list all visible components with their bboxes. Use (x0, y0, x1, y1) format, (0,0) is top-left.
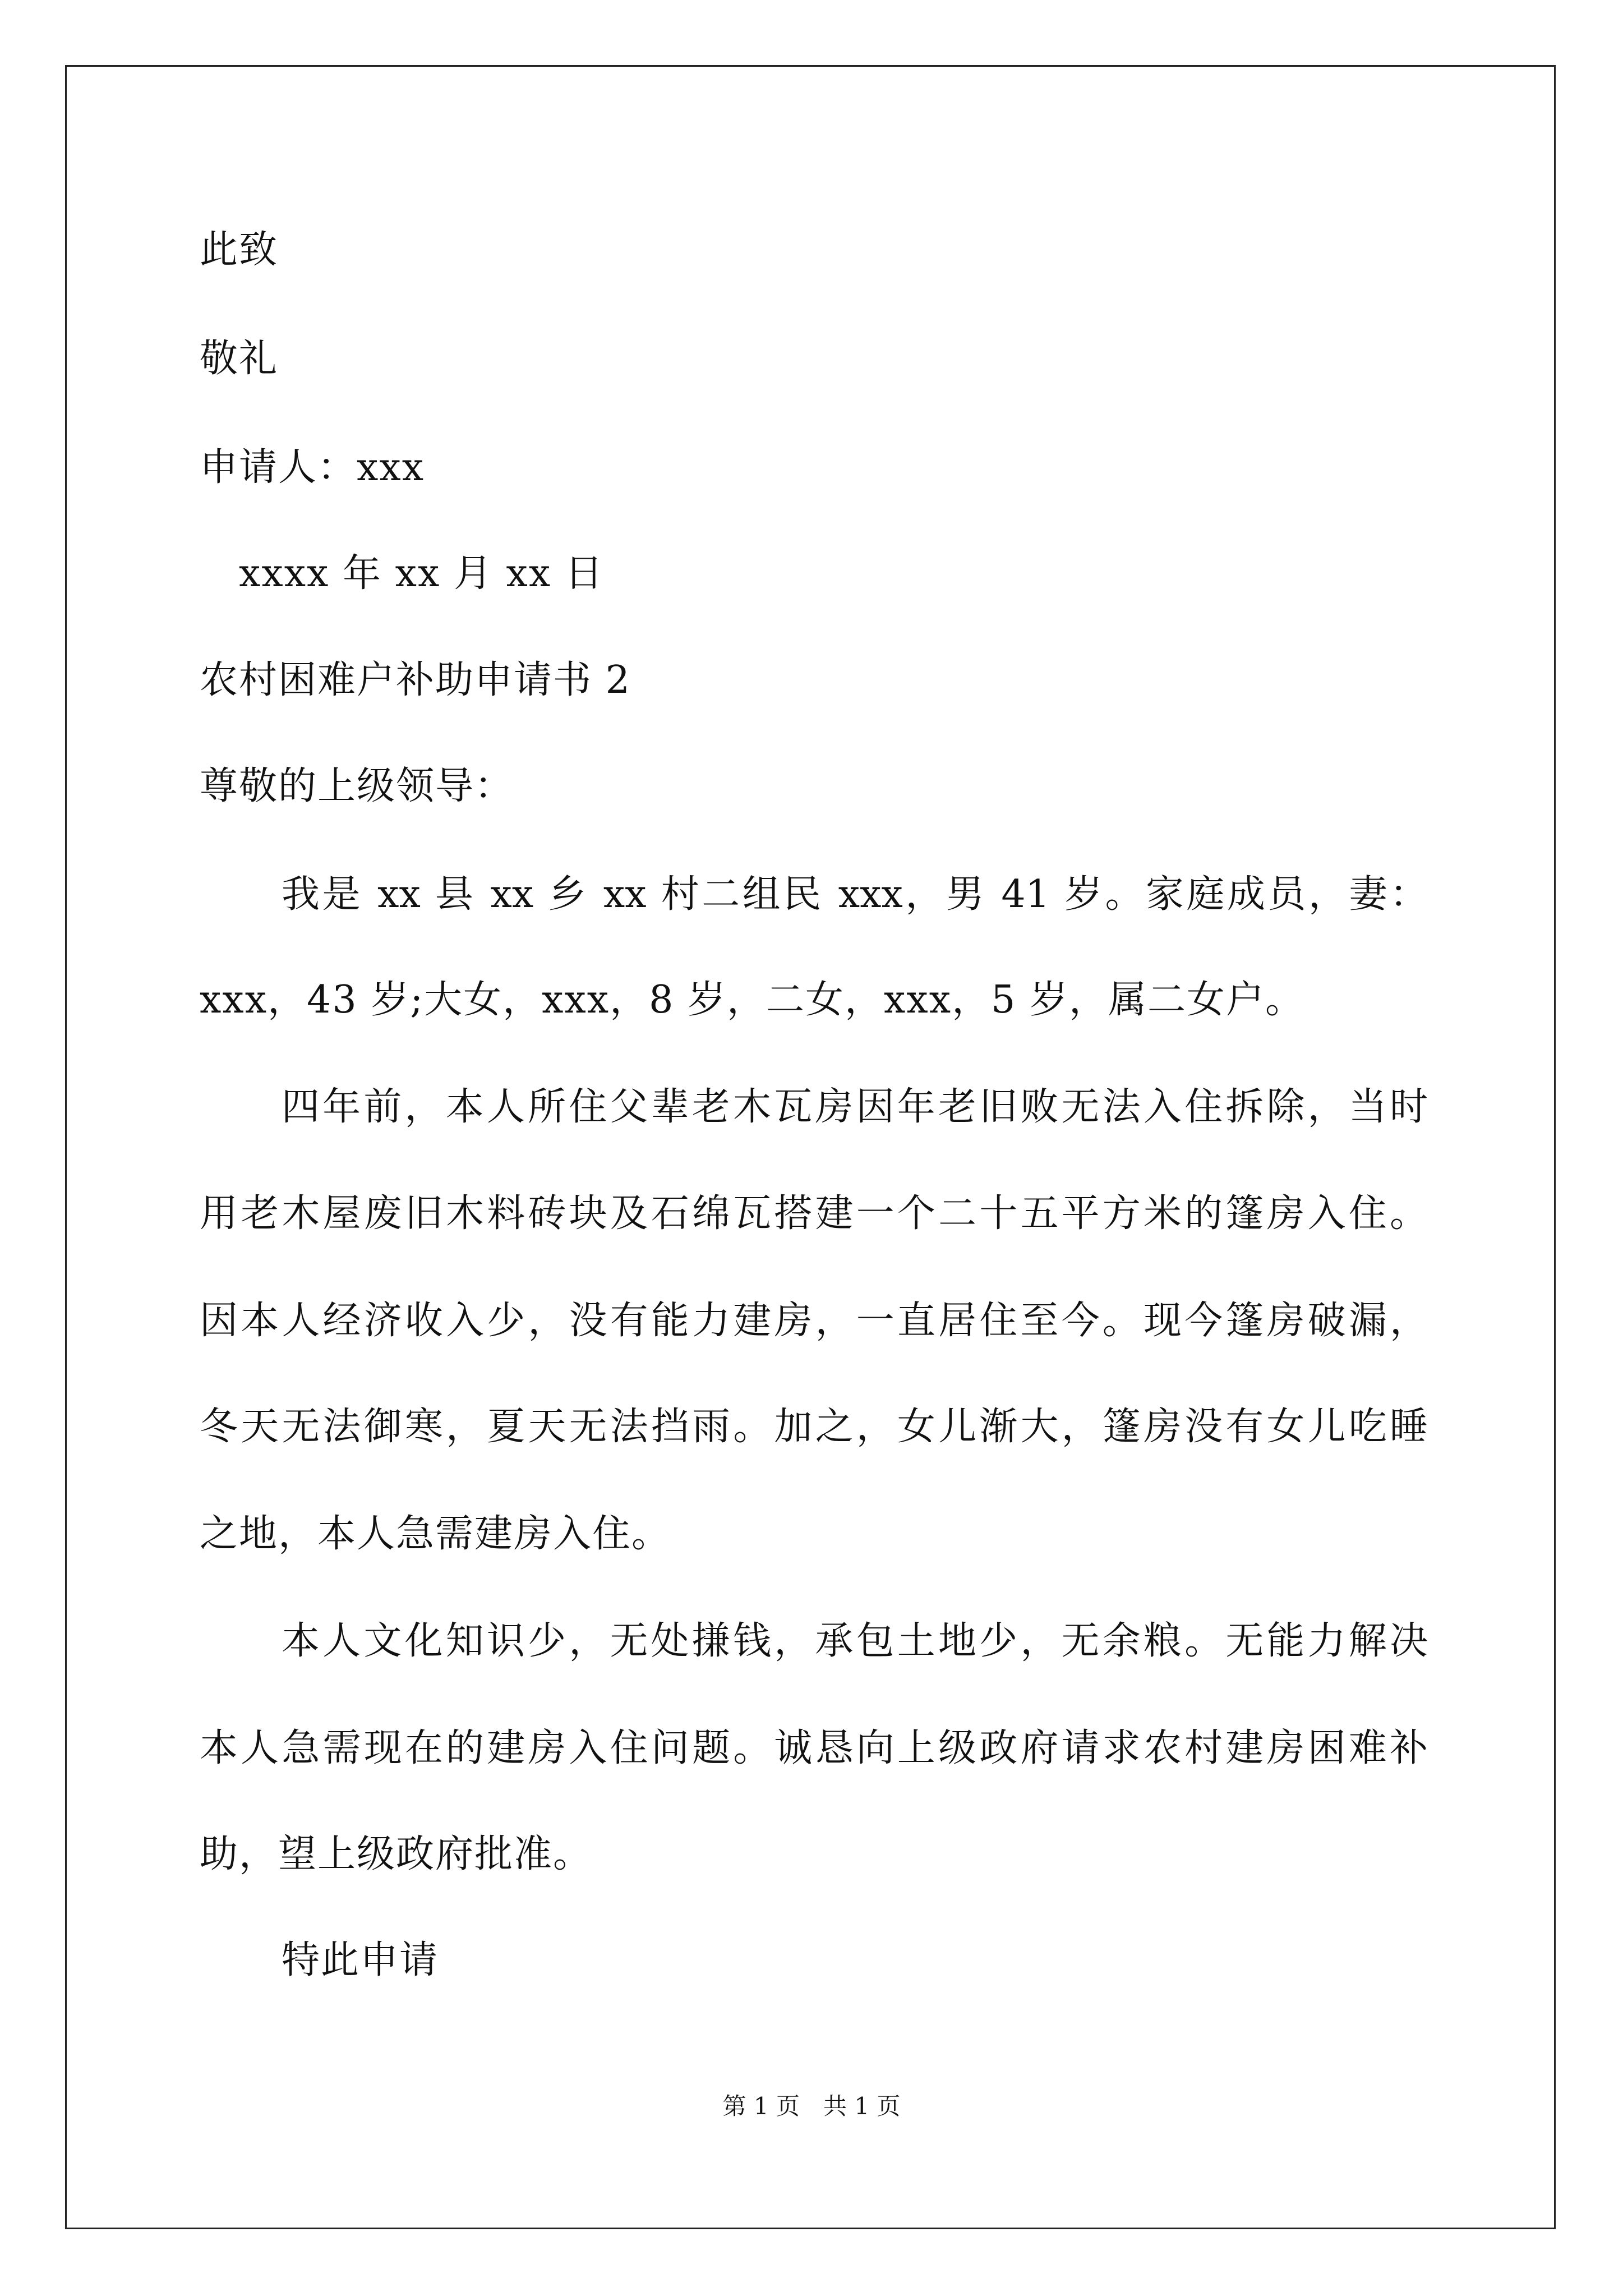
paragraph-3-line-1: 本人文化知识少，无处搛钱，承包土地少，无余粮。无能力解决 (282, 1619, 1428, 1663)
page-border (65, 65, 1556, 2229)
paragraph-2-line-2: 用老木屋废旧木料砖块及石绵瓦搭建一个二十五平方米的篷房入住。 (200, 1191, 1428, 1236)
closing-line-cizhi: 此致 (200, 228, 279, 272)
date-line: xxxx 年 xx 月 xx 日 (239, 551, 604, 596)
paragraph-2-line-4: 冬天无法御寒，夏天无法挡雨。加之，女儿渐大，篷房没有女儿吃睡 (200, 1405, 1428, 1449)
closing-statement: 特此申请 (282, 1938, 439, 1982)
paragraph-2-line-1: 四年前，本人所住父辈老木瓦房因年老旧败无法入住拆除，当时 (282, 1085, 1428, 1129)
closing-line-jingli: 敬礼 (200, 337, 279, 381)
page-footer: 第 1 页 共 1 页 (722, 2092, 901, 2120)
paragraph-3-line-2: 本人急需现在的建房入住问题。诚恳向上级政府请求农村建房困难补 (200, 1726, 1428, 1770)
paragraph-2-line-5: 之地，本人急需建房入住。 (200, 1512, 671, 1556)
section-title: 农村困难户补助申请书 2 (200, 658, 631, 702)
paragraph-1-line-2: xxx，43 岁;大女，xxx，8 岁，二女，xxx，5 岁，属二女户。 (200, 978, 1304, 1022)
paragraph-3-line-3: 助，望上级政府批准。 (200, 1832, 593, 1876)
paragraph-2-line-3: 因本人经济收入少，没有能力建房，一直居住至今。现今篷房破漏， (200, 1299, 1428, 1343)
applicant-line: 申请人：xxx (200, 445, 425, 490)
paragraph-1-line-1: 我是 xx 县 xx 乡 xx 村二组民 xxx，男 41 岁。家庭成员，妻： (282, 872, 1428, 917)
salutation: 尊敬的上级领导： (200, 764, 514, 808)
